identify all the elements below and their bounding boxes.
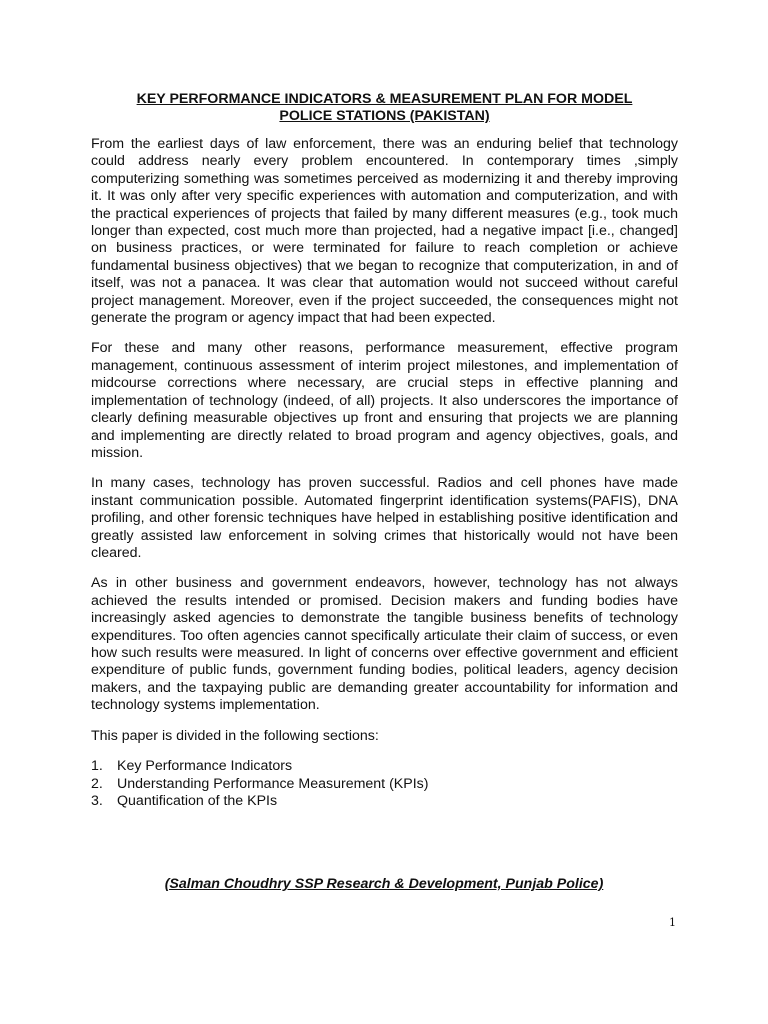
paragraph-3: In many cases, technology has proven successful. Radios and cell phones have made instant communication possible. Automated fingerprint identification systems(PAFIS), DNA profiling, and other forensic techniques have helped in establishing positive identification and greatly assisted law enforcement in solving crimes that historically would not have been cleared. — [91, 475, 678, 561]
document-title — [91, 91, 678, 125]
list-item — [91, 793, 678, 811]
author-credit: (Salman Choudhry SSP Research & Development, Punjab Police) — [164, 876, 604, 892]
sections-intro: This paper is divided in the following sections: — [91, 727, 379, 744]
list-item-label: Key Performance Indicators — [117, 758, 293, 774]
paragraph-2: For these and many other reasons, performance measurement, effective program management, continuous assessment of interim project milestones, and implementation of midcourse corrections where necessary, are crucial steps in effective planning and implementation of technology (indeed, of all) projects. It also underscores the importance of clearly defining measurable objectives up front and ensuring that projects we are planning and implementing are directly related to broad program and agency objectives, goals, and mission. — [91, 340, 678, 461]
document-title-line-1: KEY PERFORMANCE INDICATORS & MEASUREMENT PLAN FOR MODEL — [136, 91, 633, 107]
document-title-line-2: POLICE STATIONS (PAKISTAN) — [279, 108, 490, 124]
list-item-number: 3. — [91, 793, 103, 809]
sections-list — [91, 758, 678, 811]
document-body — [91, 91, 678, 811]
list-item-number: 1. — [91, 758, 103, 774]
list-item — [91, 776, 678, 794]
list-item-number: 2. — [91, 775, 103, 792]
list-item-label: Quantification of the KPIs — [117, 793, 278, 809]
page-number: 1 — [669, 916, 676, 929]
list-item — [91, 758, 678, 776]
list-item-label: Understanding Performance Measurement (KPIs) — [117, 775, 429, 792]
paragraph-4: As in other business and government endeavors, however, technology has not always achieved the results intended or promised. Decision makers and funding bodies have increasingly asked agencies to demonstrate the tangible business benefits of technology expenditures. Too often agencies cannot specifically articulate their claim of success, or even how such results were measured. In light of concerns over effective government and efficient expenditure of public funds, government funding bodies, political leaders, agency decision makers, and the taxpaying public are demanding greater accountability for information and technology systems implementation. — [91, 575, 678, 714]
paragraph-1: From the earliest days of law enforcement, there was an enduring belief that technology could address nearly every problem encountered. In contemporary times ,simply computerizing something was sometimes perceived as modernizing it and thereby improving it. It was only after very specific experiences with automation and computerization, and with the practical experiences of projects that failed by many different measures (e.g., took much longer than expected, cost much more than projected, had a negative impact [i.e., changed] on business practices, or were terminated for failure to reach completion or achieve fundamental business objectives) that we began to recognize that computerization, in and of itself, was not a panacea. It was clear that automation would not succeed without careful project management. Moreover, even if the project succeeded, the consequences might not generate the program or agency impact that had been expected. — [91, 136, 678, 327]
